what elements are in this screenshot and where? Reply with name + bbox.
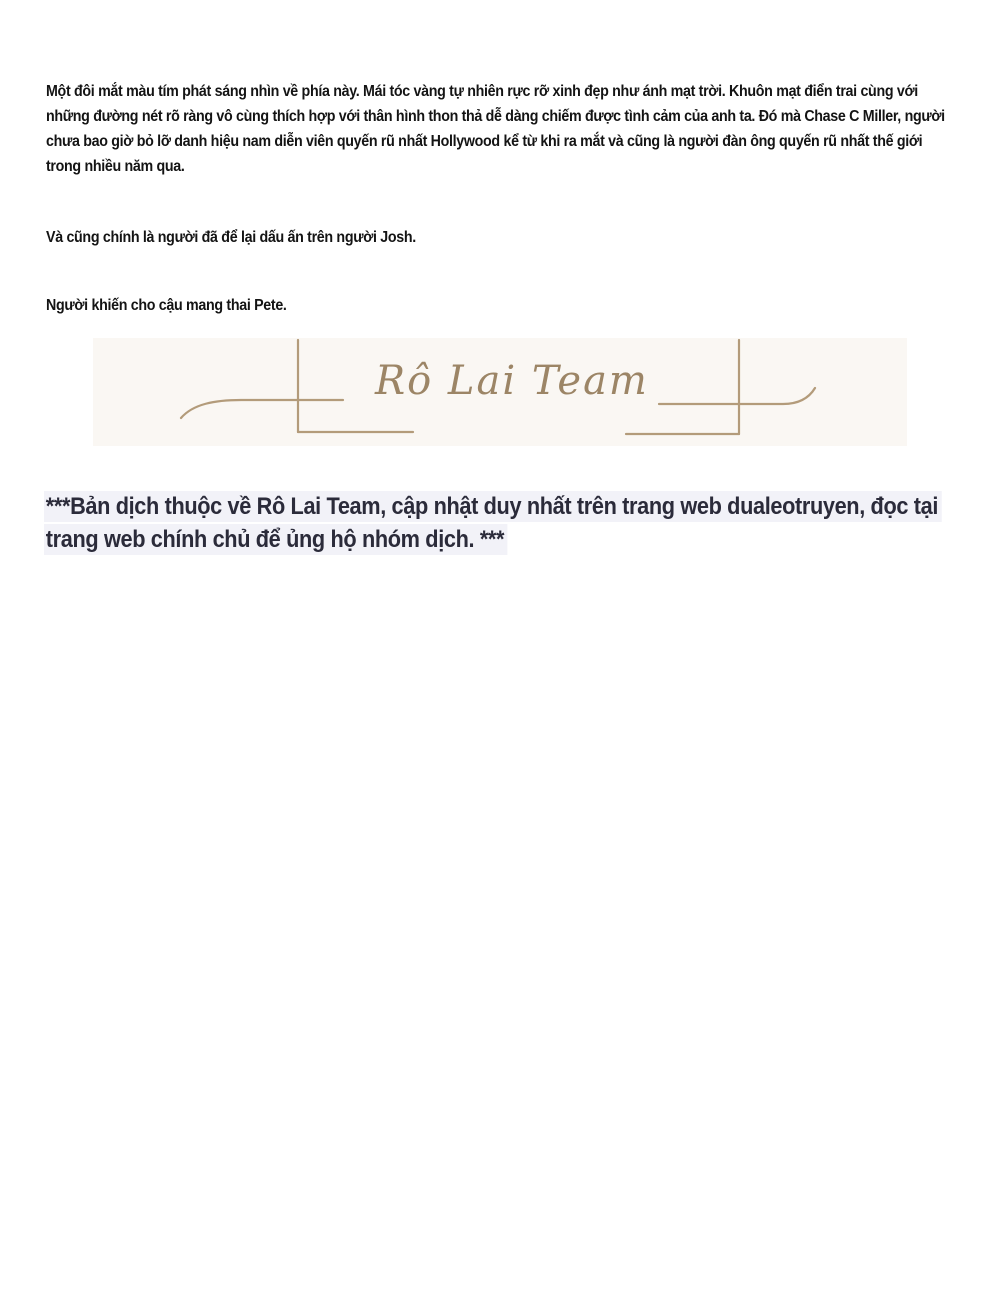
team-logo [93,338,907,446]
story-paragraph-3: Người khiến cho cậu mang thai Pete. [46,297,287,314]
story-paragraph-2: Và cũng chính là người đã để lại dấu ấn trên người Josh. [46,229,416,246]
right-flourish [659,388,815,404]
story-paragraph-1: Một đôi mắt màu tím phát sáng nhìn về phía này. Mái tóc vàng tự nhiên rực rỡ xinh đẹp như ánh mạt trời. Khuôn mạt điển trai cùng với những đường nét rõ ràng vô cùng thích hợp với thân hình thon thả dễ dàng chiếm được tình cảm của anh ta. Đó mà Chase C Miller, người chưa bao giờ bỏ lỡ danh hiệu nam diễn viên quyến rũ nhất Hollywood kể từ khi ra mắt và cũng là người đàn ông quyến rũ nhất thế giới trong nhiều năm qua. [46,83,945,175]
team-logo-banner [93,338,907,446]
logo-script-text: Rô Lai Team [375,358,649,404]
left-flourish [181,400,343,418]
translation-notice [44,490,940,556]
translation-notice-text: ***Bản dịch thuộc về Rô Lai Team, cập nhật duy nhất trên trang web dualeotruyen, đọc tại trang web chính chủ để ủng hộ nhóm dịch. *** [44,491,942,555]
